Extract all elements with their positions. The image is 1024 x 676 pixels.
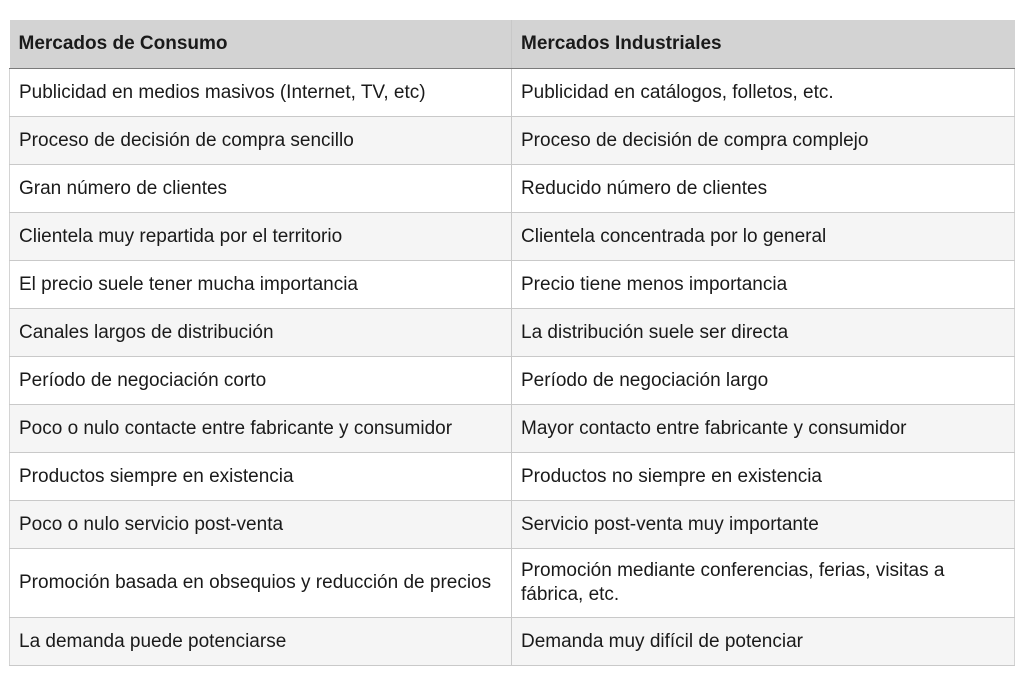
industrial-cell: Productos no siempre en existencia	[512, 453, 1015, 501]
table-row	[10, 213, 1015, 261]
consumer-cell: El precio suele tener mucha importancia	[10, 261, 512, 309]
header-consumer-markets: Mercados de Consumo	[10, 20, 512, 69]
comparison-table	[9, 20, 1015, 666]
table-row	[10, 69, 1015, 117]
industrial-cell: Clientela concentrada por lo general	[512, 213, 1015, 261]
comparison-table-container	[9, 20, 1014, 666]
consumer-cell: Período de negociación corto	[10, 357, 512, 405]
industrial-cell: Servicio post-venta muy importante	[512, 501, 1015, 549]
header-row	[10, 20, 1015, 69]
table-row	[10, 405, 1015, 453]
consumer-cell: Canales largos de distribución	[10, 309, 512, 357]
header-industrial-markets: Mercados Industriales	[512, 20, 1015, 69]
table-row	[10, 117, 1015, 165]
industrial-cell: Reducido número de clientes	[512, 165, 1015, 213]
consumer-cell: Promoción basada en obsequios y reducción de precios	[10, 549, 512, 618]
table-row	[10, 357, 1015, 405]
industrial-cell: Demanda muy difícil de potenciar	[512, 618, 1015, 666]
table-row	[10, 618, 1015, 666]
table-row	[10, 165, 1015, 213]
table-row	[10, 453, 1015, 501]
industrial-cell: Período de negociación largo	[512, 357, 1015, 405]
industrial-cell: Proceso de decisión de compra complejo	[512, 117, 1015, 165]
industrial-cell: Mayor contacto entre fabricante y consumidor	[512, 405, 1015, 453]
table-row	[10, 549, 1015, 618]
consumer-cell: La demanda puede potenciarse	[10, 618, 512, 666]
industrial-cell: Publicidad en catálogos, folletos, etc.	[512, 69, 1015, 117]
consumer-cell: Poco o nulo contacte entre fabricante y consumidor	[10, 405, 512, 453]
consumer-cell: Clientela muy repartida por el territorio	[10, 213, 512, 261]
table-row	[10, 261, 1015, 309]
consumer-cell: Poco o nulo servicio post-venta	[10, 501, 512, 549]
consumer-cell: Gran número de clientes	[10, 165, 512, 213]
industrial-cell: La distribución suele ser directa	[512, 309, 1015, 357]
table-row	[10, 501, 1015, 549]
consumer-cell: Publicidad en medios masivos (Internet, TV, etc)	[10, 69, 512, 117]
industrial-cell: Promoción mediante conferencias, ferias, visitas a fábrica, etc.	[512, 549, 1015, 618]
industrial-cell: Precio tiene menos importancia	[512, 261, 1015, 309]
table-row	[10, 309, 1015, 357]
consumer-cell: Productos siempre en existencia	[10, 453, 512, 501]
consumer-cell: Proceso de decisión de compra sencillo	[10, 117, 512, 165]
